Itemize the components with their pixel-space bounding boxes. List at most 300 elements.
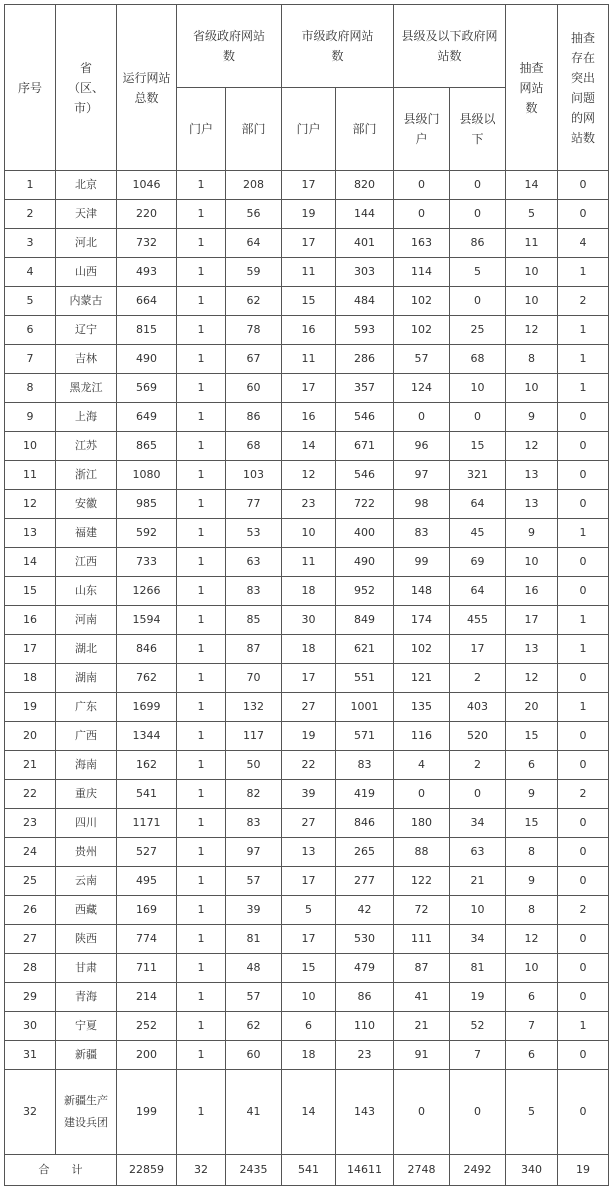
header-prov-portal: 门户 bbox=[177, 88, 226, 171]
cell-p-dept: 208 bbox=[226, 171, 282, 200]
cell-c-dept: 110 bbox=[336, 1012, 394, 1041]
cell-sampled: 16 bbox=[506, 577, 558, 606]
cell-p-dept: 56 bbox=[226, 200, 282, 229]
cell-no: 5 bbox=[5, 287, 56, 316]
cell-sampled: 11 bbox=[506, 229, 558, 258]
table-row bbox=[5, 548, 609, 577]
cell-name: 江西 bbox=[56, 548, 117, 577]
cell-sampled: 15 bbox=[506, 722, 558, 751]
cell-p-portal: 1 bbox=[177, 200, 226, 229]
cell-k-below: 63 bbox=[450, 838, 506, 867]
cell-c-portal: 17 bbox=[282, 229, 336, 258]
cell-no: 23 bbox=[5, 809, 56, 838]
cell-problem: 0 bbox=[558, 1070, 609, 1155]
cell-total: 1046 bbox=[117, 171, 177, 200]
header-total: 运行网站总数 bbox=[117, 5, 177, 171]
cell-c-dept: 277 bbox=[336, 867, 394, 896]
cell-k-below: 34 bbox=[450, 925, 506, 954]
table-row bbox=[5, 867, 609, 896]
table-row bbox=[5, 751, 609, 780]
cell-p-portal: 1 bbox=[177, 258, 226, 287]
cell-k-below: 10 bbox=[450, 374, 506, 403]
cell-no: 24 bbox=[5, 838, 56, 867]
total-total: 22859 bbox=[117, 1155, 177, 1186]
cell-problem: 0 bbox=[558, 403, 609, 432]
cell-no: 17 bbox=[5, 635, 56, 664]
cell-problem: 0 bbox=[558, 490, 609, 519]
cell-c-portal: 15 bbox=[282, 954, 336, 983]
cell-no: 14 bbox=[5, 548, 56, 577]
cell-k-portal: 121 bbox=[394, 664, 450, 693]
cell-c-portal: 22 bbox=[282, 751, 336, 780]
cell-problem: 1 bbox=[558, 693, 609, 722]
cell-sampled: 9 bbox=[506, 780, 558, 809]
cell-p-portal: 1 bbox=[177, 693, 226, 722]
cell-c-dept: 357 bbox=[336, 374, 394, 403]
cell-problem: 4 bbox=[558, 229, 609, 258]
cell-p-portal: 1 bbox=[177, 432, 226, 461]
cell-name: 广东 bbox=[56, 693, 117, 722]
cell-p-dept: 57 bbox=[226, 983, 282, 1012]
cell-p-portal: 1 bbox=[177, 1041, 226, 1070]
cell-total: 732 bbox=[117, 229, 177, 258]
cell-name: 新疆生产建设兵团 bbox=[56, 1070, 117, 1155]
cell-p-dept: 64 bbox=[226, 229, 282, 258]
cell-p-dept: 67 bbox=[226, 345, 282, 374]
cell-c-portal: 17 bbox=[282, 925, 336, 954]
cell-no: 13 bbox=[5, 519, 56, 548]
cell-sampled: 12 bbox=[506, 664, 558, 693]
cell-sampled: 10 bbox=[506, 258, 558, 287]
cell-name: 江苏 bbox=[56, 432, 117, 461]
cell-k-below: 21 bbox=[450, 867, 506, 896]
cell-total: 199 bbox=[117, 1070, 177, 1155]
total-p-dept: 2435 bbox=[226, 1155, 282, 1186]
website-statistics-table bbox=[4, 4, 609, 1186]
cell-c-portal: 10 bbox=[282, 983, 336, 1012]
cell-sampled: 10 bbox=[506, 548, 558, 577]
cell-c-dept: 671 bbox=[336, 432, 394, 461]
cell-name: 四川 bbox=[56, 809, 117, 838]
cell-p-dept: 81 bbox=[226, 925, 282, 954]
cell-k-below: 5 bbox=[450, 258, 506, 287]
cell-sampled: 13 bbox=[506, 635, 558, 664]
cell-no: 18 bbox=[5, 664, 56, 693]
table-row bbox=[5, 1012, 609, 1041]
cell-sampled: 20 bbox=[506, 693, 558, 722]
cell-name: 天津 bbox=[56, 200, 117, 229]
cell-problem: 0 bbox=[558, 838, 609, 867]
cell-p-dept: 60 bbox=[226, 1041, 282, 1070]
header-prov-gov: 省级政府网站数 bbox=[177, 5, 282, 88]
cell-no: 16 bbox=[5, 606, 56, 635]
totals-row bbox=[5, 1155, 609, 1186]
cell-sampled: 8 bbox=[506, 345, 558, 374]
cell-p-portal: 1 bbox=[177, 838, 226, 867]
cell-no: 31 bbox=[5, 1041, 56, 1070]
cell-k-portal: 0 bbox=[394, 780, 450, 809]
cell-p-dept: 82 bbox=[226, 780, 282, 809]
cell-problem: 1 bbox=[558, 258, 609, 287]
header-city-gov: 市级政府网站数 bbox=[282, 5, 394, 88]
cell-name: 青海 bbox=[56, 983, 117, 1012]
cell-k-portal: 97 bbox=[394, 461, 450, 490]
cell-k-below: 86 bbox=[450, 229, 506, 258]
cell-c-portal: 17 bbox=[282, 867, 336, 896]
cell-problem: 1 bbox=[558, 606, 609, 635]
table-row bbox=[5, 1041, 609, 1070]
cell-c-dept: 593 bbox=[336, 316, 394, 345]
cell-no: 28 bbox=[5, 954, 56, 983]
cell-total: 220 bbox=[117, 200, 177, 229]
cell-sampled: 17 bbox=[506, 606, 558, 635]
cell-sampled: 6 bbox=[506, 983, 558, 1012]
cell-name: 湖南 bbox=[56, 664, 117, 693]
cell-p-dept: 85 bbox=[226, 606, 282, 635]
cell-p-portal: 1 bbox=[177, 1070, 226, 1155]
cell-total: 1080 bbox=[117, 461, 177, 490]
cell-p-dept: 68 bbox=[226, 432, 282, 461]
cell-sampled: 9 bbox=[506, 519, 558, 548]
cell-k-below: 7 bbox=[450, 1041, 506, 1070]
cell-no: 12 bbox=[5, 490, 56, 519]
cell-k-portal: 111 bbox=[394, 925, 450, 954]
cell-k-below: 17 bbox=[450, 635, 506, 664]
cell-problem: 2 bbox=[558, 780, 609, 809]
header-problem: 抽查存在突出问题的网站数 bbox=[558, 5, 609, 171]
cell-total: 200 bbox=[117, 1041, 177, 1070]
cell-sampled: 13 bbox=[506, 490, 558, 519]
cell-no: 27 bbox=[5, 925, 56, 954]
cell-c-portal: 15 bbox=[282, 287, 336, 316]
cell-c-dept: 265 bbox=[336, 838, 394, 867]
table-row bbox=[5, 171, 609, 200]
cell-p-dept: 97 bbox=[226, 838, 282, 867]
cell-problem: 1 bbox=[558, 635, 609, 664]
cell-k-portal: 102 bbox=[394, 635, 450, 664]
cell-problem: 0 bbox=[558, 577, 609, 606]
cell-no: 19 bbox=[5, 693, 56, 722]
cell-p-portal: 1 bbox=[177, 722, 226, 751]
cell-c-dept: 820 bbox=[336, 171, 394, 200]
table-row bbox=[5, 954, 609, 983]
cell-c-dept: 952 bbox=[336, 577, 394, 606]
cell-p-dept: 63 bbox=[226, 548, 282, 577]
cell-problem: 1 bbox=[558, 316, 609, 345]
cell-k-portal: 88 bbox=[394, 838, 450, 867]
cell-no: 32 bbox=[5, 1070, 56, 1155]
cell-c-portal: 11 bbox=[282, 345, 336, 374]
cell-sampled: 5 bbox=[506, 200, 558, 229]
cell-c-dept: 42 bbox=[336, 896, 394, 925]
cell-problem: 1 bbox=[558, 1012, 609, 1041]
cell-p-portal: 1 bbox=[177, 1012, 226, 1041]
header-city-dept: 部门 bbox=[336, 88, 394, 171]
cell-c-dept: 286 bbox=[336, 345, 394, 374]
cell-name: 北京 bbox=[56, 171, 117, 200]
cell-problem: 0 bbox=[558, 461, 609, 490]
cell-problem: 0 bbox=[558, 432, 609, 461]
cell-c-portal: 14 bbox=[282, 432, 336, 461]
cell-problem: 0 bbox=[558, 751, 609, 780]
cell-name: 福建 bbox=[56, 519, 117, 548]
cell-p-dept: 83 bbox=[226, 577, 282, 606]
table-row bbox=[5, 809, 609, 838]
cell-no: 25 bbox=[5, 867, 56, 896]
cell-c-portal: 18 bbox=[282, 1041, 336, 1070]
cell-total: 733 bbox=[117, 548, 177, 577]
cell-p-dept: 62 bbox=[226, 287, 282, 316]
cell-sampled: 12 bbox=[506, 432, 558, 461]
cell-name: 贵州 bbox=[56, 838, 117, 867]
cell-p-dept: 78 bbox=[226, 316, 282, 345]
cell-c-portal: 12 bbox=[282, 461, 336, 490]
cell-p-dept: 62 bbox=[226, 1012, 282, 1041]
table-body bbox=[5, 171, 609, 1186]
cell-total: 169 bbox=[117, 896, 177, 925]
cell-p-dept: 83 bbox=[226, 809, 282, 838]
cell-total: 495 bbox=[117, 867, 177, 896]
cell-k-below: 45 bbox=[450, 519, 506, 548]
table-row bbox=[5, 838, 609, 867]
cell-p-portal: 1 bbox=[177, 751, 226, 780]
table-row bbox=[5, 461, 609, 490]
cell-k-portal: 163 bbox=[394, 229, 450, 258]
cell-c-portal: 27 bbox=[282, 693, 336, 722]
cell-total: 252 bbox=[117, 1012, 177, 1041]
cell-c-portal: 23 bbox=[282, 490, 336, 519]
cell-name: 甘肃 bbox=[56, 954, 117, 983]
header-city-portal: 门户 bbox=[282, 88, 336, 171]
cell-k-portal: 99 bbox=[394, 548, 450, 577]
cell-c-portal: 5 bbox=[282, 896, 336, 925]
cell-p-dept: 48 bbox=[226, 954, 282, 983]
table-row bbox=[5, 200, 609, 229]
cell-k-below: 0 bbox=[450, 287, 506, 316]
cell-problem: 0 bbox=[558, 925, 609, 954]
header-county-gov: 县级及以下政府网站数 bbox=[394, 5, 506, 88]
cell-p-portal: 1 bbox=[177, 287, 226, 316]
cell-c-dept: 571 bbox=[336, 722, 394, 751]
cell-total: 865 bbox=[117, 432, 177, 461]
cell-k-portal: 96 bbox=[394, 432, 450, 461]
cell-name: 海南 bbox=[56, 751, 117, 780]
cell-k-portal: 122 bbox=[394, 867, 450, 896]
cell-name: 西藏 bbox=[56, 896, 117, 925]
cell-no: 26 bbox=[5, 896, 56, 925]
cell-k-below: 34 bbox=[450, 809, 506, 838]
cell-c-dept: 83 bbox=[336, 751, 394, 780]
table-row bbox=[5, 722, 609, 751]
cell-p-dept: 60 bbox=[226, 374, 282, 403]
cell-c-dept: 621 bbox=[336, 635, 394, 664]
cell-k-below: 403 bbox=[450, 693, 506, 722]
cell-p-dept: 117 bbox=[226, 722, 282, 751]
cell-total: 490 bbox=[117, 345, 177, 374]
cell-p-portal: 1 bbox=[177, 171, 226, 200]
cell-p-dept: 70 bbox=[226, 664, 282, 693]
cell-c-dept: 479 bbox=[336, 954, 394, 983]
cell-k-below: 2 bbox=[450, 664, 506, 693]
cell-sampled: 15 bbox=[506, 809, 558, 838]
cell-total: 541 bbox=[117, 780, 177, 809]
table-row bbox=[5, 287, 609, 316]
cell-name: 湖北 bbox=[56, 635, 117, 664]
cell-p-portal: 1 bbox=[177, 374, 226, 403]
cell-p-dept: 50 bbox=[226, 751, 282, 780]
cell-p-portal: 1 bbox=[177, 664, 226, 693]
cell-name: 上海 bbox=[56, 403, 117, 432]
cell-total: 711 bbox=[117, 954, 177, 983]
table-row bbox=[5, 229, 609, 258]
totals-label: 合 计 bbox=[5, 1155, 117, 1186]
cell-k-below: 321 bbox=[450, 461, 506, 490]
cell-name: 山西 bbox=[56, 258, 117, 287]
cell-k-below: 68 bbox=[450, 345, 506, 374]
cell-sampled: 7 bbox=[506, 1012, 558, 1041]
cell-total: 774 bbox=[117, 925, 177, 954]
cell-p-portal: 1 bbox=[177, 316, 226, 345]
cell-problem: 0 bbox=[558, 867, 609, 896]
cell-name: 辽宁 bbox=[56, 316, 117, 345]
cell-p-dept: 86 bbox=[226, 403, 282, 432]
cell-p-dept: 87 bbox=[226, 635, 282, 664]
cell-k-below: 0 bbox=[450, 403, 506, 432]
cell-sampled: 13 bbox=[506, 461, 558, 490]
cell-problem: 0 bbox=[558, 664, 609, 693]
header-prov-dept: 部门 bbox=[226, 88, 282, 171]
cell-p-portal: 1 bbox=[177, 606, 226, 635]
cell-no: 8 bbox=[5, 374, 56, 403]
cell-p-dept: 132 bbox=[226, 693, 282, 722]
cell-p-portal: 1 bbox=[177, 983, 226, 1012]
cell-sampled: 6 bbox=[506, 751, 558, 780]
cell-c-dept: 303 bbox=[336, 258, 394, 287]
cell-p-portal: 1 bbox=[177, 635, 226, 664]
cell-p-portal: 1 bbox=[177, 954, 226, 983]
cell-k-portal: 0 bbox=[394, 200, 450, 229]
cell-no: 22 bbox=[5, 780, 56, 809]
cell-no: 30 bbox=[5, 1012, 56, 1041]
cell-k-portal: 124 bbox=[394, 374, 450, 403]
cell-c-portal: 18 bbox=[282, 577, 336, 606]
cell-k-below: 10 bbox=[450, 896, 506, 925]
cell-problem: 0 bbox=[558, 722, 609, 751]
cell-c-dept: 530 bbox=[336, 925, 394, 954]
cell-k-portal: 83 bbox=[394, 519, 450, 548]
cell-sampled: 5 bbox=[506, 1070, 558, 1155]
cell-name: 重庆 bbox=[56, 780, 117, 809]
table-row bbox=[5, 664, 609, 693]
cell-c-portal: 11 bbox=[282, 258, 336, 287]
cell-k-portal: 72 bbox=[394, 896, 450, 925]
cell-problem: 0 bbox=[558, 983, 609, 1012]
cell-name: 广西 bbox=[56, 722, 117, 751]
cell-name: 新疆 bbox=[56, 1041, 117, 1070]
cell-c-portal: 6 bbox=[282, 1012, 336, 1041]
cell-no: 29 bbox=[5, 983, 56, 1012]
cell-c-dept: 849 bbox=[336, 606, 394, 635]
cell-c-portal: 19 bbox=[282, 200, 336, 229]
table-row bbox=[5, 258, 609, 287]
cell-k-portal: 116 bbox=[394, 722, 450, 751]
cell-k-portal: 91 bbox=[394, 1041, 450, 1070]
cell-problem: 0 bbox=[558, 1041, 609, 1070]
table-row bbox=[5, 490, 609, 519]
cell-k-portal: 148 bbox=[394, 577, 450, 606]
cell-problem: 0 bbox=[558, 171, 609, 200]
cell-sampled: 10 bbox=[506, 954, 558, 983]
cell-c-portal: 13 bbox=[282, 838, 336, 867]
cell-k-below: 0 bbox=[450, 200, 506, 229]
cell-name: 宁夏 bbox=[56, 1012, 117, 1041]
cell-no: 10 bbox=[5, 432, 56, 461]
table-row bbox=[5, 606, 609, 635]
cell-k-portal: 180 bbox=[394, 809, 450, 838]
cell-name: 内蒙古 bbox=[56, 287, 117, 316]
cell-k-portal: 0 bbox=[394, 171, 450, 200]
table-row bbox=[5, 316, 609, 345]
cell-c-dept: 846 bbox=[336, 809, 394, 838]
cell-k-below: 52 bbox=[450, 1012, 506, 1041]
cell-sampled: 9 bbox=[506, 867, 558, 896]
cell-k-portal: 41 bbox=[394, 983, 450, 1012]
cell-sampled: 8 bbox=[506, 838, 558, 867]
cell-c-dept: 546 bbox=[336, 461, 394, 490]
cell-c-dept: 86 bbox=[336, 983, 394, 1012]
table-row bbox=[5, 983, 609, 1012]
cell-p-portal: 1 bbox=[177, 780, 226, 809]
cell-name: 安徽 bbox=[56, 490, 117, 519]
cell-p-portal: 1 bbox=[177, 403, 226, 432]
cell-total: 527 bbox=[117, 838, 177, 867]
cell-k-below: 0 bbox=[450, 1070, 506, 1155]
cell-problem: 2 bbox=[558, 287, 609, 316]
cell-k-below: 19 bbox=[450, 983, 506, 1012]
cell-p-dept: 103 bbox=[226, 461, 282, 490]
cell-k-portal: 0 bbox=[394, 1070, 450, 1155]
cell-p-portal: 1 bbox=[177, 548, 226, 577]
header-sampled: 抽查网站数 bbox=[506, 5, 558, 171]
cell-name: 陕西 bbox=[56, 925, 117, 954]
cell-total: 493 bbox=[117, 258, 177, 287]
cell-no: 15 bbox=[5, 577, 56, 606]
cell-c-portal: 17 bbox=[282, 171, 336, 200]
cell-k-below: 0 bbox=[450, 780, 506, 809]
cell-k-portal: 4 bbox=[394, 751, 450, 780]
cell-k-below: 64 bbox=[450, 490, 506, 519]
cell-problem: 1 bbox=[558, 374, 609, 403]
header-below-county: 县级以下 bbox=[450, 88, 506, 171]
cell-p-dept: 39 bbox=[226, 896, 282, 925]
cell-c-dept: 401 bbox=[336, 229, 394, 258]
table-row bbox=[5, 635, 609, 664]
cell-p-dept: 53 bbox=[226, 519, 282, 548]
cell-p-portal: 1 bbox=[177, 229, 226, 258]
cell-no: 3 bbox=[5, 229, 56, 258]
cell-no: 11 bbox=[5, 461, 56, 490]
cell-p-portal: 1 bbox=[177, 461, 226, 490]
cell-sampled: 14 bbox=[506, 171, 558, 200]
cell-problem: 0 bbox=[558, 954, 609, 983]
cell-k-below: 64 bbox=[450, 577, 506, 606]
cell-no: 20 bbox=[5, 722, 56, 751]
cell-no: 6 bbox=[5, 316, 56, 345]
cell-c-portal: 30 bbox=[282, 606, 336, 635]
table-row bbox=[5, 780, 609, 809]
table-row bbox=[5, 693, 609, 722]
total-problem: 19 bbox=[558, 1155, 609, 1186]
